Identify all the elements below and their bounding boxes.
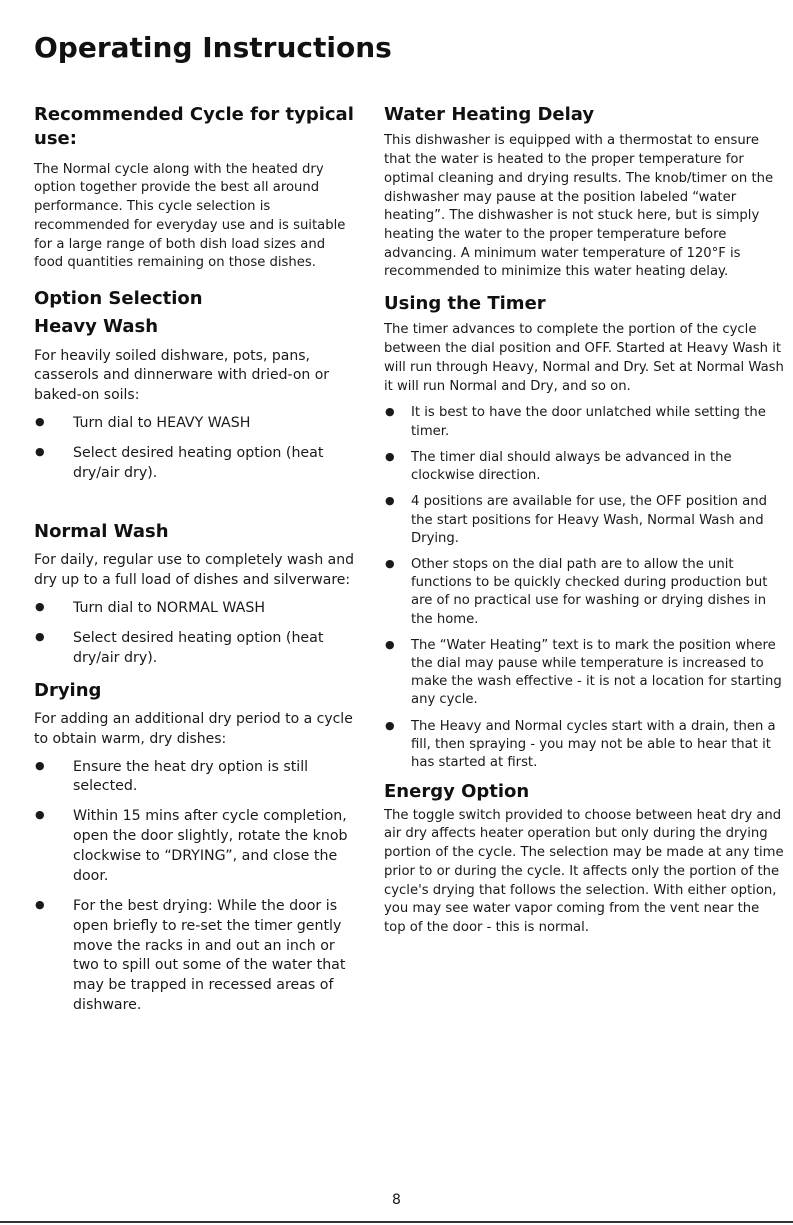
list-item — [34, 897, 354, 1016]
bullet-icon: ● — [385, 494, 395, 508]
list-item — [34, 414, 354, 434]
list-item — [34, 807, 354, 887]
bullet-icon: ● — [35, 629, 45, 643]
option-selection-heading: Option Selection — [34, 288, 203, 309]
water-heating-section — [384, 103, 784, 282]
list-item-text: For the best drying: While the door is open briefly to re-set the timer gently move the racks in and out an inch or two to spill out some of the water that may be trapped in recessed areas of dishware. — [73, 897, 346, 1014]
list-item-text: Select desired heating option (heat dry/air dry). — [73, 629, 324, 666]
bullet-icon: ● — [35, 808, 45, 822]
timer-body: The timer advances to complete the portion of the cycle between the dial position and OFF. Started at Heavy Wash it will run through Heavy, Normal and Dry. Set at Normal Wash it will run Normal and Dry, and so on. — [384, 322, 784, 394]
bottom-rule — [0, 1221, 793, 1223]
heavy-wash-body: For heavily soiled dishware, pots, pans, casserols and dinnerware with dried-on or baked-on soils: — [34, 347, 330, 404]
heavy-wash-heading: Heavy Wash — [34, 316, 159, 338]
drying-heading: Drying — [34, 679, 102, 701]
timer-heading: Using the Timer — [384, 293, 546, 315]
page-number: 8 — [392, 1192, 401, 1208]
list-item-text: It is best to have the door unlatched while setting the timer. — [411, 405, 766, 439]
right-column — [384, 103, 784, 938]
list-item — [384, 449, 784, 485]
list-item-text: Within 15 mins after cycle completion, open the door slightly, rotate the knob clockwise to “DRYING”, and close the door. — [73, 808, 348, 884]
recommended-cycle-heading: Recommended Cycle for typical use: — [34, 104, 354, 150]
list-item — [384, 493, 784, 548]
list-item — [34, 758, 354, 798]
heavy-wash-section — [34, 315, 354, 484]
drying-body: For adding an additional dry period to a cycle to obtain warm, dry dishes: — [34, 710, 353, 747]
list-item-text: 4 positions are available for use, the OFF position and the start positions for Heavy Wash, Normal Wash and Drying. — [411, 494, 767, 546]
energy-option-section — [384, 780, 784, 937]
recommended-cycle-section — [34, 103, 354, 273]
list-item-text: Turn dial to NORMAL WASH — [73, 599, 266, 616]
normal-wash-section — [34, 520, 354, 669]
list-item — [384, 718, 784, 773]
bullet-icon: ● — [385, 637, 395, 651]
bullet-icon: ● — [35, 897, 45, 911]
list-item — [34, 629, 354, 669]
energy-option-body: The toggle switch provided to choose between heat dry and air dry affects heater operation but only during the drying portion of the cycle. The selection may be made at any time prior to or during the cycle. It affects only the portion of the cycle's drying that follows the selection. With either option, you may see water vapor coming from the vent near the top of the door - this is normal. — [384, 807, 784, 936]
water-heating-body: This dishwasher is equipped with a thermostat to ensure that the water is heated to the proper temperature for optimal cleaning and drying results. The knob/timer on the dishwasher may pause at the position labeled “water heating”. The dishwasher is not stuck here, but is simply heating the water to the proper temperature before advancing. A minimum water temperature of 120°F is recommended to minimize this water heating delay. — [384, 133, 774, 280]
list-item-text: Select desired heating option (heat dry/air dry). — [73, 445, 324, 481]
drying-steps — [34, 758, 354, 1017]
heavy-wash-steps — [34, 414, 354, 484]
list-item-text: Other stops on the dial path are to allow the unit functions to be quickly checked during production but are of no practical use for washing or drying dishes in the home. — [411, 556, 768, 627]
list-item-text: Ensure the heat dry option is still selected. — [73, 758, 309, 795]
list-item — [384, 556, 784, 629]
list-item — [384, 637, 784, 710]
list-item-text: Turn dial to HEAVY WASH — [73, 415, 251, 432]
left-column — [34, 103, 354, 1026]
normal-wash-steps — [34, 599, 354, 669]
bullet-icon: ● — [385, 405, 395, 419]
bullet-icon: ● — [385, 449, 395, 463]
normal-wash-body: For daily, regular use to completely wash and dry up to a full load of dishes and silverware: — [34, 552, 354, 589]
list-item — [384, 404, 784, 440]
list-item — [34, 599, 354, 619]
recommended-cycle-body: The Normal cycle along with the heated dry option together provide the best all around performance. This cycle selection is recommended for everyday use and is suitable for a large range of both dish load sizes and food quantities remaining on those dishes. — [34, 161, 346, 271]
bullet-icon: ● — [35, 758, 45, 772]
list-item-text: The Heavy and Normal cycles start with a drain, then a fill, then spraying - you may not be able to hear that it has started at first. — [411, 718, 776, 771]
list-item — [34, 444, 354, 484]
bullet-icon: ● — [35, 445, 45, 459]
normal-wash-heading: Normal Wash — [34, 520, 169, 542]
drying-section — [34, 679, 354, 1017]
spacer — [34, 494, 354, 520]
bullet-icon: ● — [35, 599, 45, 613]
bullet-icon: ● — [35, 415, 45, 429]
bullet-icon: ● — [385, 718, 395, 732]
water-heating-heading: Water Heating Delay — [384, 104, 595, 125]
bullet-icon: ● — [385, 556, 395, 570]
page-title: Operating Instructions — [34, 31, 392, 64]
list-item-text: The “Water Heating” text is to mark the position where the dial may pause while temperature is increased to make the wash effective - it is not a location for starting any cycle. — [411, 637, 782, 708]
timer-section — [384, 292, 784, 772]
energy-option-heading: Energy Option — [384, 781, 530, 803]
timer-tips — [384, 404, 784, 772]
list-item-text: The timer dial should always be advanced in the clockwise direction. — [411, 449, 732, 484]
